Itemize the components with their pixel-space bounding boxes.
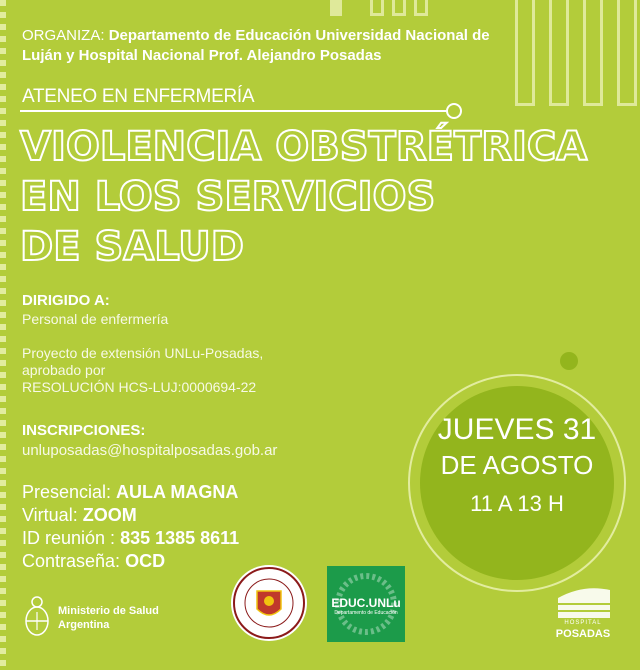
decor-bar (392, 0, 406, 16)
unlu-seal-logo (231, 565, 307, 641)
organizer-names: Departamento de Educación Universidad Nacional de Luján y Hospital Nacional Prof. Alejandro Posadas (22, 27, 490, 64)
password-row (22, 550, 239, 573)
meeting-id-row (22, 527, 239, 550)
presencial-value: AULA MAGNA (116, 482, 239, 502)
decor-bar (549, 0, 569, 106)
registration-email[interactable]: unluposadas@hospitalposadas.gob.ar (22, 442, 278, 459)
date-circle (420, 386, 614, 580)
project-line-3: RESOLUCIÓN HCS-LUJ:0000694-22 (22, 379, 257, 395)
project-section (22, 345, 263, 396)
hospital-word: HOSPITAL (564, 620, 602, 626)
date-month: DE AGOSTO (440, 450, 594, 480)
ministry-line-2: Argentina (58, 619, 110, 631)
event-type-underline (20, 110, 448, 112)
virtual-value: ZOOM (82, 505, 137, 525)
decor-bar (330, 0, 342, 16)
registration-label: INSCRIPCIONES: (22, 422, 146, 439)
hospital-posadas-logo (548, 584, 618, 644)
presencial-row (22, 481, 239, 504)
underline-ring (446, 103, 462, 119)
project-line-1: Proyecto de extensión UNLu-Posadas, (22, 345, 264, 361)
audience-section (22, 292, 168, 328)
decor-bar (414, 0, 428, 16)
hospital-building-icon (548, 584, 618, 620)
event-type: ATENEO EN ENFERMERÍA (22, 86, 255, 107)
project-line-2: aprobado por (22, 362, 106, 378)
virtual-label: Virtual: (22, 505, 83, 525)
posadas-word: POSADAS (555, 628, 611, 640)
meeting-id-label: ID reunión : (22, 528, 121, 548)
ministry-logo (22, 594, 172, 638)
decor-bar (617, 0, 637, 106)
meeting-id-value: 835 1385 8611 (120, 528, 240, 548)
audience-value: Personal de enfermería (22, 311, 169, 327)
left-dashed-border (0, 0, 6, 670)
organizer-label: ORGANIZA: (22, 27, 109, 44)
presencial-label: Presencial: (22, 482, 117, 502)
registration-section (22, 422, 277, 459)
access-details (22, 481, 239, 573)
virtual-row (22, 504, 239, 527)
university-seal-icon (231, 565, 307, 641)
ministry-line-1: Ministerio de Salud (58, 605, 159, 617)
organizer-text (22, 26, 522, 66)
title-line-3: DE SALUD (20, 224, 244, 270)
title-line-2: EN LOS SERVICIOS (20, 174, 436, 220)
title-line-1: VIOLENCIA OBSTRÉTRICA (20, 124, 588, 170)
password-label: Contraseña: (22, 551, 126, 571)
date-circle-dot (560, 352, 578, 370)
audience-label: DIRIGIDO A: (22, 292, 110, 309)
password-value: OCD (125, 551, 166, 571)
educ-name: EDUC.UNLu (331, 596, 401, 610)
event-title (20, 122, 587, 272)
date-time: 11 A 13 H (470, 491, 564, 516)
decor-bar (370, 0, 384, 16)
date-day: JUEVES 31 (437, 413, 597, 446)
argentina-shield-icon (22, 594, 52, 638)
educ-unlu-logo (327, 566, 405, 642)
educ-subtitle: Departamento de Educación (334, 610, 398, 616)
decor-bar (583, 0, 603, 106)
